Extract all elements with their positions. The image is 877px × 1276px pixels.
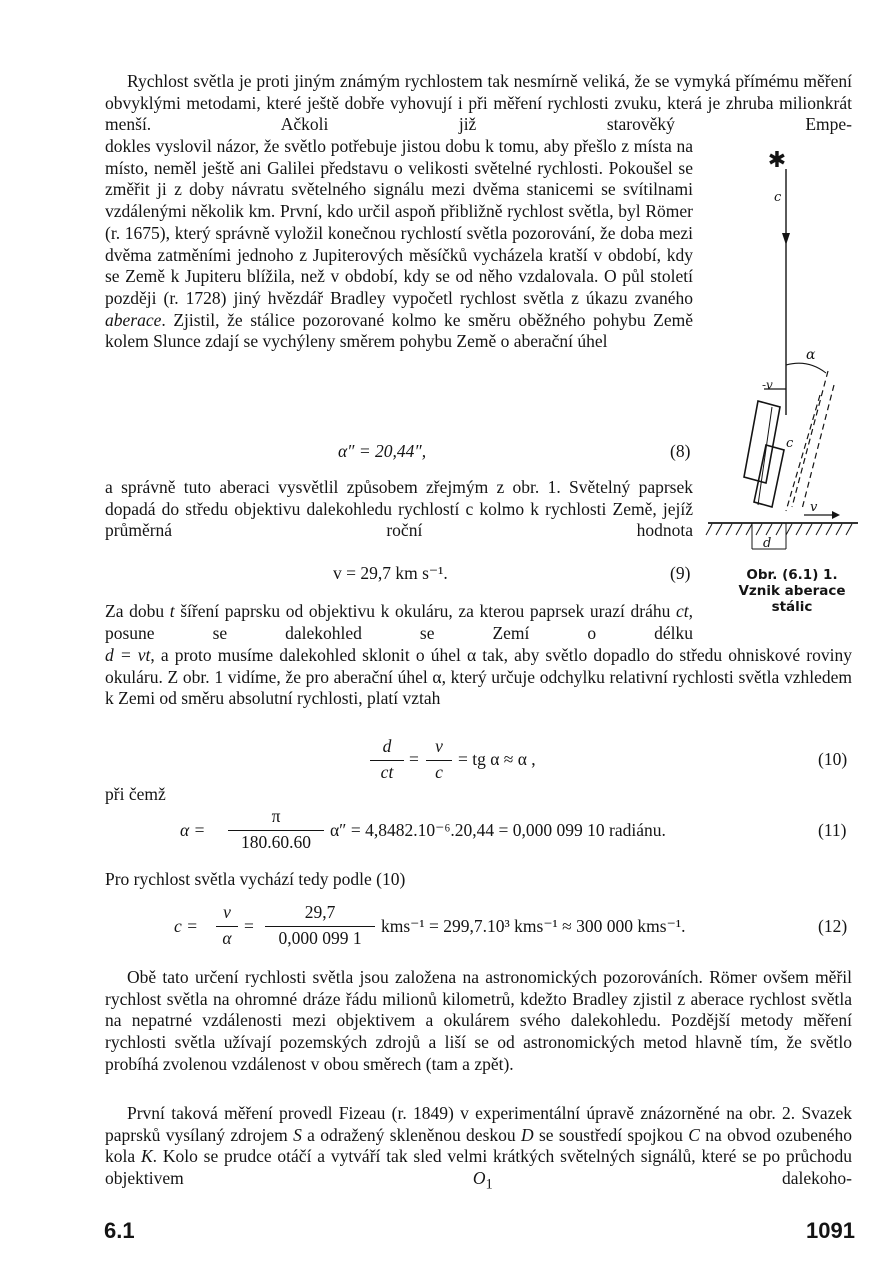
section-number: 6.1 <box>104 1218 135 1243</box>
paragraph-telescope-narrow: Za dobu t šíření paprsku od objektivu k okuláru, za kterou paprsek urazí dráhu ct, posune se dalekohled se Zemí o délku <box>105 601 693 643</box>
equation-10-number: (10) <box>818 749 848 769</box>
aberration-figure <box>700 145 865 565</box>
label-minus-v: -v <box>762 378 773 392</box>
paragraph-astronomical: Obě tato určení rychlosti světla jsou založena na astronomických pozorováních. Römer ovšem měřil rychlost světla na ohromné dráze řádu milionů kilometrů, kdežto Bradley zjistil z aberace rychlost světla na nepatrné vzdálenosti mezi objektivem a okulárem svého dalekohledu. Pozdější metody měření rychlosti světla užívají pozemských zdrojů a liší se od astronomických metod hlavně tím, že světlo probíhá zvolenou vzdálenost v obou směrech (tam a zpět). <box>105 967 852 1074</box>
paragraph-pri-cemz: při čemž <box>105 784 166 804</box>
term-aberace: aberace <box>105 309 162 330</box>
equation-8-number: (8) <box>670 441 691 461</box>
relative-ray-2 <box>786 395 820 511</box>
eq10-numerator-d: d <box>382 736 392 756</box>
eq10-fraction-line-1 <box>370 760 404 761</box>
label-v: v <box>810 500 818 515</box>
figure-caption: Obr. (6.1) 1. Vznik aberace stálic <box>738 567 846 615</box>
telescope-axis <box>758 407 772 505</box>
equation-9: v = 29,7 km s⁻¹. <box>333 563 448 583</box>
eq12-numerator: 29,7 <box>304 902 336 922</box>
eq10-denominator-c: c <box>435 762 443 782</box>
label-c-top: c <box>774 190 782 205</box>
label-c-mid: c <box>786 436 794 451</box>
eq10-numerator-v: v <box>435 736 443 756</box>
ground-hatching <box>706 524 852 535</box>
relative-ray-3 <box>802 385 834 509</box>
label-d: d <box>763 536 772 551</box>
relative-ray-1 <box>792 371 828 507</box>
eq12-denominator: 0,000 099 1 <box>278 928 362 948</box>
paragraph-fizeau: První taková měření provedl Fizeau (r. 1849) v experimentální úpravě znázorněné na obr. 2. Svazek paprsků vysílaný zdrojem S a odražený skleněnou deskou D se soustředí spojkou C na obvod ozubeného kola K. Kolo se prudce otáčí a vytváří tak sled velmi krátkých světelných signálů, které se po průchodu objektivem $O_1$ dalekoho- <box>105 1103 853 1193</box>
telescope-upper <box>744 401 780 483</box>
paragraph-rychlost: Pro rychlost světla vychází tedy podle (10) <box>105 869 406 889</box>
arrow-down-icon <box>782 233 790 245</box>
eq11-fraction-line <box>228 830 324 831</box>
equation-11-number: (11) <box>818 820 847 840</box>
eq10-fraction-line-2 <box>426 760 452 761</box>
alpha-arc <box>786 363 826 373</box>
equation-8: α″ = 20,44″, <box>338 441 427 461</box>
equation-12-number: (12) <box>818 916 848 936</box>
label-alpha: α <box>806 347 816 363</box>
star-icon: ✱ <box>767 148 787 173</box>
paragraph-intro-narrow: dokles vyslovil názor, že světlo potřebuje jistou dobu k tomu, aby přešlo z místa na místo, neměl ještě ani Galilei představu o velikosti světelné rychlosti. Pokoušel se změřit ji z doby návratu světelného signálu mezi dvěma stanicemi se svítilnami vzdálenými několik km. První, kdo určil aspoň přibližně rychlost světla, byl Römer (r. 1675), který správně vyložil konečnou rychlostí světla pozorování, že doba mezi dvěma zatměními jednoho z Jupiterových měsíčků vycházela kratší v období, kdy se Země k Jupiteru blížila, než v období, kdy se od něho vzdalovala. O půl století později (r. 1728) jiný hvězdář Bradley vypočetl rychlost světla z úkazu zvaného aberace. Zjistil, že stálice pozorované kolmo ke směru oběžného pohybu Země kolem Slunce zdají se vychýleny směrem pohybu Země o aberační úhel <box>105 136 693 352</box>
eq10-denominator-ct: ct <box>380 762 394 782</box>
eq12-fraction-line-1 <box>216 926 238 927</box>
paragraph-aberration: a správně tuto aberaci vysvětlil způsobem zřejmým z obr. 1. Světelný paprsek dopadá do středu objektivu dalekohledu rychlostí c kolmo k rychlosti Země, jejíž průměrná roční hodnota <box>105 477 693 541</box>
eq11-denominator: 180.60.60 <box>241 832 311 852</box>
paragraph-intro-wide: Rychlost světla je proti jiným známým rychlostem tak nesmírně veliká, že se vymyká přímému měření obvyklými metodami, které ještě dobře vyhovují i při měření rychlosti zvuku, která je zhruba milionkrát menší. Ačkoli již starověký Empe- <box>105 71 852 135</box>
telescope-lower <box>754 445 784 507</box>
eq12-fraction-line-2 <box>265 926 375 927</box>
eq12-denominator-alpha: α <box>222 928 232 948</box>
paragraph-telescope-wide: d = vt, a proto musíme dalekohled sklonit o úhel α tak, aby světlo dopadlo do středu ohniskové roviny okuláru. Z obr. 1 vidíme, že pro aberační úhel α, který určuje odchylku relativní rychlosti světla vzhledem k Zemi od směru absolutní rychlosti, platí vztah <box>105 645 852 709</box>
page-number: 1091 <box>806 1218 855 1243</box>
eq12-numerator-v: v <box>223 902 231 922</box>
equation-9-number: (9) <box>670 563 691 583</box>
arrow-right-icon <box>832 511 840 519</box>
eq11-numerator-pi: π <box>271 806 281 826</box>
